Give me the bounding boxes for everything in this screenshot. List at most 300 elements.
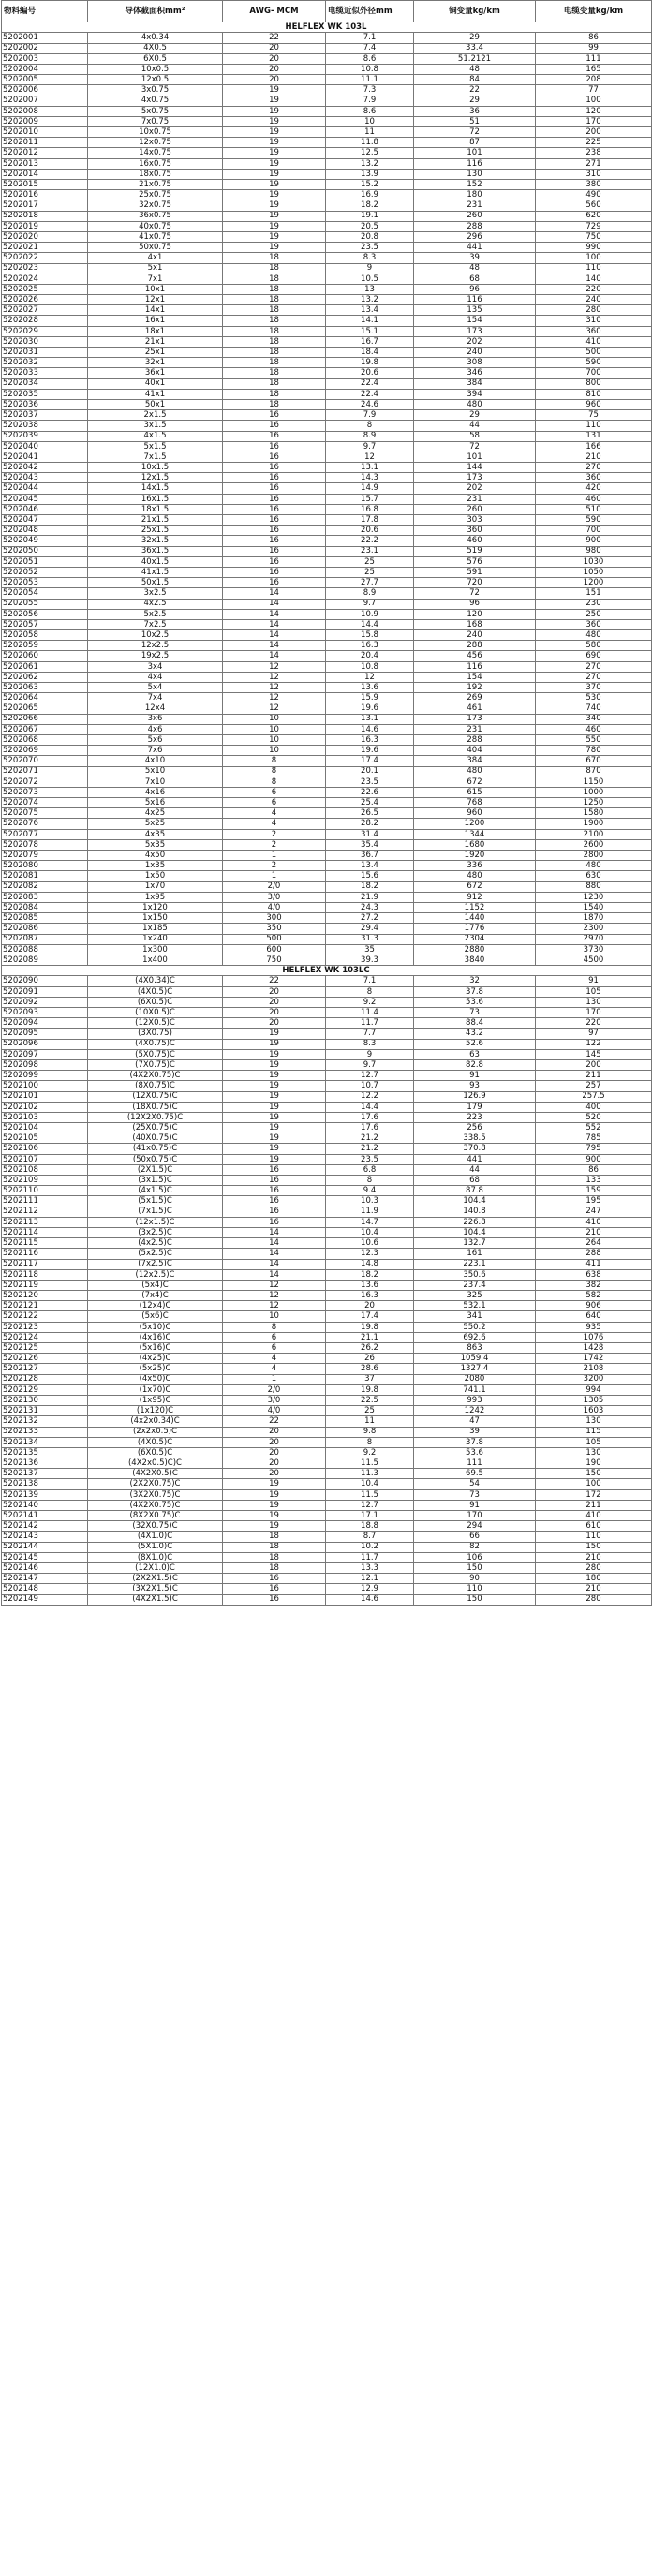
cell-cable-weight: 500 [536, 348, 652, 358]
cell-part-number: 5202119 [2, 1280, 88, 1290]
cell-cable-weight: 130 [536, 1447, 652, 1458]
cell-copper-weight: 269 [414, 693, 536, 703]
cell-awg-mcm: 16 [223, 515, 326, 526]
cell-part-number: 5202131 [2, 1406, 88, 1416]
table-row [2, 1154, 652, 1164]
cell-cable-weight: 2108 [536, 1364, 652, 1374]
cell-cross-section: (5x4)C [88, 1280, 223, 1290]
cell-cross-section: 7x1.5 [88, 452, 223, 462]
cell-copper-weight: 519 [414, 546, 536, 556]
table-row [2, 1447, 652, 1458]
table-row [2, 253, 652, 263]
cell-cross-section: 18x1 [88, 326, 223, 336]
cell-part-number: 5202062 [2, 672, 88, 682]
cell-awg-mcm: 19 [223, 1091, 326, 1102]
cell-awg-mcm: 19 [223, 180, 326, 190]
table-row [2, 1469, 652, 1479]
cell-outer-diameter: 22.4 [326, 378, 414, 389]
cell-cable-weight: 780 [536, 746, 652, 756]
cell-outer-diameter: 13.2 [326, 295, 414, 305]
cell-outer-diameter: 15.9 [326, 693, 414, 703]
table-row [2, 1364, 652, 1374]
header-copper-weight: 铜变量kg/km [414, 1, 536, 22]
cell-copper-weight: 44 [414, 421, 536, 431]
cell-copper-weight: 135 [414, 305, 536, 316]
cell-awg-mcm: 6 [223, 1332, 326, 1342]
cell-cable-weight: 230 [536, 599, 652, 609]
cell-cable-weight: 1150 [536, 777, 652, 787]
cell-part-number: 5202080 [2, 861, 88, 871]
cell-cable-weight: 130 [536, 1416, 652, 1427]
cell-cross-section: 50x1.5 [88, 578, 223, 588]
cell-cable-weight: 280 [536, 305, 652, 316]
cell-outer-diameter: 13.4 [326, 861, 414, 871]
cell-copper-weight: 150 [414, 1594, 536, 1605]
table-row [2, 661, 652, 672]
table-row [2, 1227, 652, 1237]
cell-cable-weight: 257.5 [536, 1091, 652, 1102]
table-row [2, 1207, 652, 1217]
cell-cable-weight: 166 [536, 441, 652, 452]
cell-awg-mcm: 16 [223, 421, 326, 431]
cell-cross-section: 4X0.5 [88, 43, 223, 53]
cell-outer-diameter: 12.5 [326, 148, 414, 158]
cell-cross-section: 4x0.75 [88, 96, 223, 106]
cell-cable-weight: 2300 [536, 924, 652, 934]
cell-copper-weight: 73 [414, 1008, 536, 1018]
cell-copper-weight: 168 [414, 619, 536, 629]
cell-part-number: 5202139 [2, 1489, 88, 1500]
cell-awg-mcm: 14 [223, 641, 326, 651]
cell-cross-section: 1x120 [88, 902, 223, 912]
cell-cable-weight: 880 [536, 881, 652, 892]
table-row [2, 1071, 652, 1081]
cell-cable-weight: 238 [536, 148, 652, 158]
cell-copper-weight: 231 [414, 494, 536, 504]
cell-cable-weight: 271 [536, 158, 652, 169]
cell-cable-weight: 211 [536, 1071, 652, 1081]
cell-part-number: 5202115 [2, 1238, 88, 1249]
table-row [2, 473, 652, 483]
cell-outer-diameter: 16.3 [326, 1291, 414, 1301]
cell-copper-weight: 96 [414, 599, 536, 609]
cell-part-number: 5202018 [2, 211, 88, 221]
cell-copper-weight: 308 [414, 358, 536, 368]
cell-part-number: 5202054 [2, 588, 88, 599]
cell-awg-mcm: 18 [223, 253, 326, 263]
cell-copper-weight: 101 [414, 452, 536, 462]
cell-cable-weight: 225 [536, 138, 652, 148]
cell-cross-section: 5x4 [88, 683, 223, 693]
cell-outer-diameter: 9.8 [326, 1427, 414, 1437]
header-awg-mcm: AWG- MCM [223, 1, 326, 22]
cell-outer-diameter: 26.5 [326, 808, 414, 819]
cell-cable-weight: 900 [536, 1154, 652, 1164]
cell-part-number: 5202075 [2, 808, 88, 819]
table-row [2, 766, 652, 777]
cell-part-number: 5202029 [2, 326, 88, 336]
cell-cable-weight: 210 [536, 1584, 652, 1594]
cell-awg-mcm: 2 [223, 839, 326, 850]
cell-outer-diameter: 10.2 [326, 1542, 414, 1552]
table-row [2, 787, 652, 797]
table-row [2, 295, 652, 305]
cell-outer-diameter: 11.4 [326, 1008, 414, 1018]
cell-part-number: 5202137 [2, 1469, 88, 1479]
cell-cross-section: 10x1 [88, 284, 223, 294]
table-row [2, 463, 652, 473]
cell-awg-mcm: 16 [223, 1186, 326, 1196]
cell-cross-section: 14x1 [88, 305, 223, 316]
cell-cable-weight: 150 [536, 1469, 652, 1479]
table-row [2, 861, 652, 871]
cell-outer-diameter: 17.6 [326, 1123, 414, 1133]
table-row [2, 798, 652, 808]
cell-copper-weight: 912 [414, 892, 536, 902]
cell-copper-weight: 104.4 [414, 1227, 536, 1237]
cell-outer-diameter: 21.9 [326, 892, 414, 902]
cell-copper-weight: 130 [414, 169, 536, 179]
cell-part-number: 5202145 [2, 1552, 88, 1562]
cell-copper-weight: 110 [414, 1584, 536, 1594]
cell-part-number: 5202036 [2, 399, 88, 409]
cell-part-number: 5202103 [2, 1112, 88, 1122]
cell-cross-section: (2X1.5)C [88, 1164, 223, 1175]
cell-cable-weight: 340 [536, 714, 652, 724]
cell-cable-weight: 280 [536, 1562, 652, 1573]
cell-outer-diameter: 15.2 [326, 180, 414, 190]
cell-part-number: 5202128 [2, 1374, 88, 1384]
cell-cable-weight: 990 [536, 243, 652, 253]
cell-copper-weight: 72 [414, 127, 536, 138]
cell-copper-weight: 288 [414, 641, 536, 651]
cell-cross-section: (41x0.75)C [88, 1144, 223, 1154]
cell-awg-mcm: 18 [223, 336, 326, 347]
cell-copper-weight: 82 [414, 1542, 536, 1552]
table-row [2, 169, 652, 179]
cell-cross-section: (12X0.5)C [88, 1018, 223, 1029]
cell-outer-diameter: 19.8 [326, 1384, 414, 1395]
cell-awg-mcm: 4 [223, 808, 326, 819]
cell-cable-weight: 110 [536, 421, 652, 431]
cell-outer-diameter: 12.9 [326, 1584, 414, 1594]
cell-cable-weight: 2600 [536, 839, 652, 850]
cell-awg-mcm: 19 [223, 1123, 326, 1133]
cell-copper-weight: 91 [414, 1071, 536, 1081]
cell-copper-weight: 144 [414, 463, 536, 473]
table-row [2, 1091, 652, 1102]
cell-copper-weight: 39 [414, 1427, 536, 1437]
cell-cross-section: (4x2.5)C [88, 1238, 223, 1249]
cell-cross-section: 14x1.5 [88, 483, 223, 494]
cell-cross-section: 14x0.75 [88, 148, 223, 158]
cell-copper-weight: 384 [414, 378, 536, 389]
cell-cable-weight: 111 [536, 53, 652, 64]
cell-awg-mcm: 18 [223, 1562, 326, 1573]
cell-awg-mcm: 19 [223, 138, 326, 148]
cell-outer-diameter: 11.8 [326, 138, 414, 148]
cell-part-number: 5202019 [2, 221, 88, 231]
cell-outer-diameter: 7.3 [326, 85, 414, 96]
cell-cross-section: 50x0.75 [88, 243, 223, 253]
cell-cross-section: 1x70 [88, 881, 223, 892]
table-row [2, 274, 652, 284]
cell-part-number: 5202017 [2, 200, 88, 211]
cell-part-number: 5202003 [2, 53, 88, 64]
cell-cable-weight: 560 [536, 200, 652, 211]
cell-copper-weight: 68 [414, 1176, 536, 1186]
cell-cable-weight: 250 [536, 609, 652, 619]
cell-part-number: 5202042 [2, 463, 88, 473]
cell-outer-diameter: 7.9 [326, 410, 414, 421]
cell-cable-weight: 270 [536, 463, 652, 473]
table-row [2, 808, 652, 819]
cell-cross-section: (4x1.5)C [88, 1186, 223, 1196]
cell-cable-weight: 131 [536, 431, 652, 441]
cell-part-number: 5202124 [2, 1332, 88, 1342]
cell-outer-diameter: 23.5 [326, 1154, 414, 1164]
cell-cable-weight: 980 [536, 546, 652, 556]
header-part-number: 物料编号 [2, 1, 88, 22]
cell-cable-weight: 100 [536, 253, 652, 263]
cell-cross-section: 5x0.75 [88, 106, 223, 116]
cell-copper-weight: 456 [414, 651, 536, 661]
table-row [2, 746, 652, 756]
table-row [2, 1552, 652, 1562]
cell-outer-diameter: 16.3 [326, 734, 414, 745]
cell-cable-weight: 690 [536, 651, 652, 661]
table-row [2, 64, 652, 74]
table-row [2, 190, 652, 200]
cell-part-number: 5202118 [2, 1269, 88, 1280]
cell-awg-mcm: 19 [223, 221, 326, 231]
table-row [2, 1500, 652, 1510]
cell-awg-mcm: 19 [223, 200, 326, 211]
cell-outer-diameter: 15.8 [326, 630, 414, 641]
cell-outer-diameter: 14.6 [326, 724, 414, 734]
cell-part-number: 5202135 [2, 1447, 88, 1458]
cell-copper-weight: 2304 [414, 934, 536, 944]
cell-awg-mcm: 16 [223, 504, 326, 514]
cell-copper-weight: 152 [414, 180, 536, 190]
cell-outer-diameter: 18.8 [326, 1521, 414, 1532]
table-row [2, 578, 652, 588]
table-row [2, 316, 652, 326]
cell-part-number: 5202111 [2, 1196, 88, 1207]
table-row [2, 851, 652, 861]
cell-awg-mcm: 500 [223, 934, 326, 944]
table-row [2, 955, 652, 965]
cell-outer-diameter: 16.7 [326, 336, 414, 347]
table-row [2, 1018, 652, 1029]
cell-part-number: 5202073 [2, 787, 88, 797]
table-row [2, 1238, 652, 1249]
cell-cross-section: 1x95 [88, 892, 223, 902]
cell-outer-diameter: 7.1 [326, 33, 414, 43]
cell-copper-weight: 150 [414, 1562, 536, 1573]
table-row [2, 515, 652, 526]
cell-part-number: 5202015 [2, 180, 88, 190]
cell-cable-weight: 460 [536, 494, 652, 504]
cell-copper-weight: 51.2121 [414, 53, 536, 64]
cell-part-number: 5202107 [2, 1154, 88, 1164]
table-row [2, 881, 652, 892]
cell-awg-mcm: 16 [223, 556, 326, 567]
cell-copper-weight: 993 [414, 1395, 536, 1405]
table-row [2, 263, 652, 274]
table-row [2, 556, 652, 567]
cell-cable-weight: 75 [536, 410, 652, 421]
cell-outer-diameter: 8 [326, 1176, 414, 1186]
cell-cable-weight: 552 [536, 1123, 652, 1133]
cell-copper-weight: 2080 [414, 1374, 536, 1384]
cell-copper-weight: 532.1 [414, 1301, 536, 1311]
cell-part-number: 5202112 [2, 1207, 88, 1217]
cell-part-number: 5202007 [2, 96, 88, 106]
cell-outer-diameter: 21.2 [326, 1144, 414, 1154]
cell-cross-section: (3X2X1.5)C [88, 1584, 223, 1594]
cell-part-number: 5202109 [2, 1176, 88, 1186]
cell-part-number: 5202144 [2, 1542, 88, 1552]
cell-copper-weight: 441 [414, 243, 536, 253]
cell-cross-section: (4X2x0.5)C)C [88, 1458, 223, 1469]
cell-outer-diameter: 7.9 [326, 96, 414, 106]
cell-cross-section: (7X0.75)C [88, 1059, 223, 1070]
cell-cross-section: (4X0.34)C [88, 976, 223, 986]
cell-part-number: 5202146 [2, 1562, 88, 1573]
cell-cross-section: (25X0.75)C [88, 1123, 223, 1133]
cell-outer-diameter: 13 [326, 284, 414, 294]
section-header-row [2, 966, 652, 976]
cell-cross-section: 5x2.5 [88, 609, 223, 619]
cell-part-number: 5202048 [2, 526, 88, 536]
table-row [2, 1186, 652, 1196]
cell-cross-section: 19x2.5 [88, 651, 223, 661]
cell-cross-section: (5x6)C [88, 1311, 223, 1322]
table-row [2, 913, 652, 924]
cell-part-number: 5202024 [2, 274, 88, 284]
table-row [2, 1511, 652, 1521]
cell-cross-section: 21x1.5 [88, 515, 223, 526]
cell-copper-weight: 223.1 [414, 1259, 536, 1269]
cell-cross-section: (4x25)C [88, 1354, 223, 1364]
cell-outer-diameter: 16.8 [326, 504, 414, 514]
cell-awg-mcm: 18 [223, 348, 326, 358]
cell-part-number: 5202127 [2, 1364, 88, 1374]
cell-copper-weight: 1776 [414, 924, 536, 934]
cell-copper-weight: 116 [414, 158, 536, 169]
cell-awg-mcm: 16 [223, 1574, 326, 1584]
cell-cross-section: 3x0.75 [88, 85, 223, 96]
table-row [2, 777, 652, 787]
cell-awg-mcm: 19 [223, 148, 326, 158]
cell-cable-weight: 1305 [536, 1395, 652, 1405]
cell-cross-section: 3x1.5 [88, 421, 223, 431]
table-row [2, 1029, 652, 1039]
cell-cross-section: 36x0.75 [88, 211, 223, 221]
cell-cross-section: (40X0.75)C [88, 1133, 223, 1144]
cell-awg-mcm: 22 [223, 976, 326, 986]
header-cross-section: 导体截面积mm² [88, 1, 223, 22]
table-row [2, 1395, 652, 1405]
cell-cable-weight: 750 [536, 231, 652, 242]
cell-awg-mcm: 18 [223, 368, 326, 378]
table-row [2, 1479, 652, 1489]
cell-copper-weight: 336 [414, 861, 536, 871]
cell-copper-weight: 39 [414, 253, 536, 263]
cell-outer-diameter: 14.4 [326, 1102, 414, 1112]
cell-copper-weight: 53.6 [414, 1447, 536, 1458]
cell-copper-weight: 87.8 [414, 1186, 536, 1196]
cell-awg-mcm: 19 [223, 1500, 326, 1510]
cell-awg-mcm: 2/0 [223, 1384, 326, 1395]
cell-copper-weight: 260 [414, 211, 536, 221]
cell-cable-weight: 638 [536, 1269, 652, 1280]
table-header [2, 1, 652, 22]
cell-part-number: 5202046 [2, 504, 88, 514]
cell-outer-diameter: 11 [326, 127, 414, 138]
cell-cable-weight: 380 [536, 180, 652, 190]
cell-cable-weight: 590 [536, 358, 652, 368]
cell-cable-weight: 280 [536, 1594, 652, 1605]
cell-copper-weight: 260 [414, 504, 536, 514]
cell-cable-weight: 580 [536, 641, 652, 651]
cell-cross-section: (5x25)C [88, 1364, 223, 1374]
cell-outer-diameter: 29.4 [326, 924, 414, 934]
cell-cross-section: 5x1.5 [88, 441, 223, 452]
cell-cross-section: (8X0.75)C [88, 1081, 223, 1091]
cell-cross-section: 7x4 [88, 693, 223, 703]
cell-copper-weight: 692.6 [414, 1332, 536, 1342]
cell-part-number: 5202072 [2, 777, 88, 787]
cell-copper-weight: 1152 [414, 902, 536, 912]
cell-outer-diameter: 11.7 [326, 1552, 414, 1562]
cell-cable-weight: 120 [536, 106, 652, 116]
cell-cross-section: 18x1.5 [88, 504, 223, 514]
cell-outer-diameter: 18.2 [326, 1269, 414, 1280]
cell-awg-mcm: 14 [223, 1238, 326, 1249]
cell-cable-weight: 310 [536, 169, 652, 179]
cell-part-number: 5202006 [2, 85, 88, 96]
cell-cable-weight: 1428 [536, 1343, 652, 1354]
cell-cable-weight: 208 [536, 75, 652, 85]
cell-cable-weight: 630 [536, 871, 652, 881]
table-row [2, 75, 652, 85]
cell-outer-diameter: 21.2 [326, 1133, 414, 1144]
cell-cross-section: 4x6 [88, 724, 223, 734]
cell-cross-section: 7x0.75 [88, 116, 223, 126]
cell-cross-section: 41x1 [88, 389, 223, 399]
cell-awg-mcm: 19 [223, 1479, 326, 1489]
cell-outer-diameter: 13.3 [326, 1562, 414, 1573]
cell-outer-diameter: 10.8 [326, 661, 414, 672]
table-row [2, 1217, 652, 1227]
cell-copper-weight: 202 [414, 483, 536, 494]
table-row [2, 619, 652, 629]
table-body [2, 22, 652, 1606]
cell-copper-weight: 404 [414, 746, 536, 756]
cell-awg-mcm: 2 [223, 829, 326, 839]
cell-cross-section: 3x2.5 [88, 588, 223, 599]
cell-outer-diameter: 23.1 [326, 546, 414, 556]
cell-outer-diameter: 8 [326, 986, 414, 997]
cell-copper-weight: 161 [414, 1249, 536, 1259]
cell-cable-weight: 480 [536, 630, 652, 641]
cell-part-number: 5202034 [2, 378, 88, 389]
cell-awg-mcm: 20 [223, 1469, 326, 1479]
cell-awg-mcm: 19 [223, 1144, 326, 1154]
cell-part-number: 5202081 [2, 871, 88, 881]
